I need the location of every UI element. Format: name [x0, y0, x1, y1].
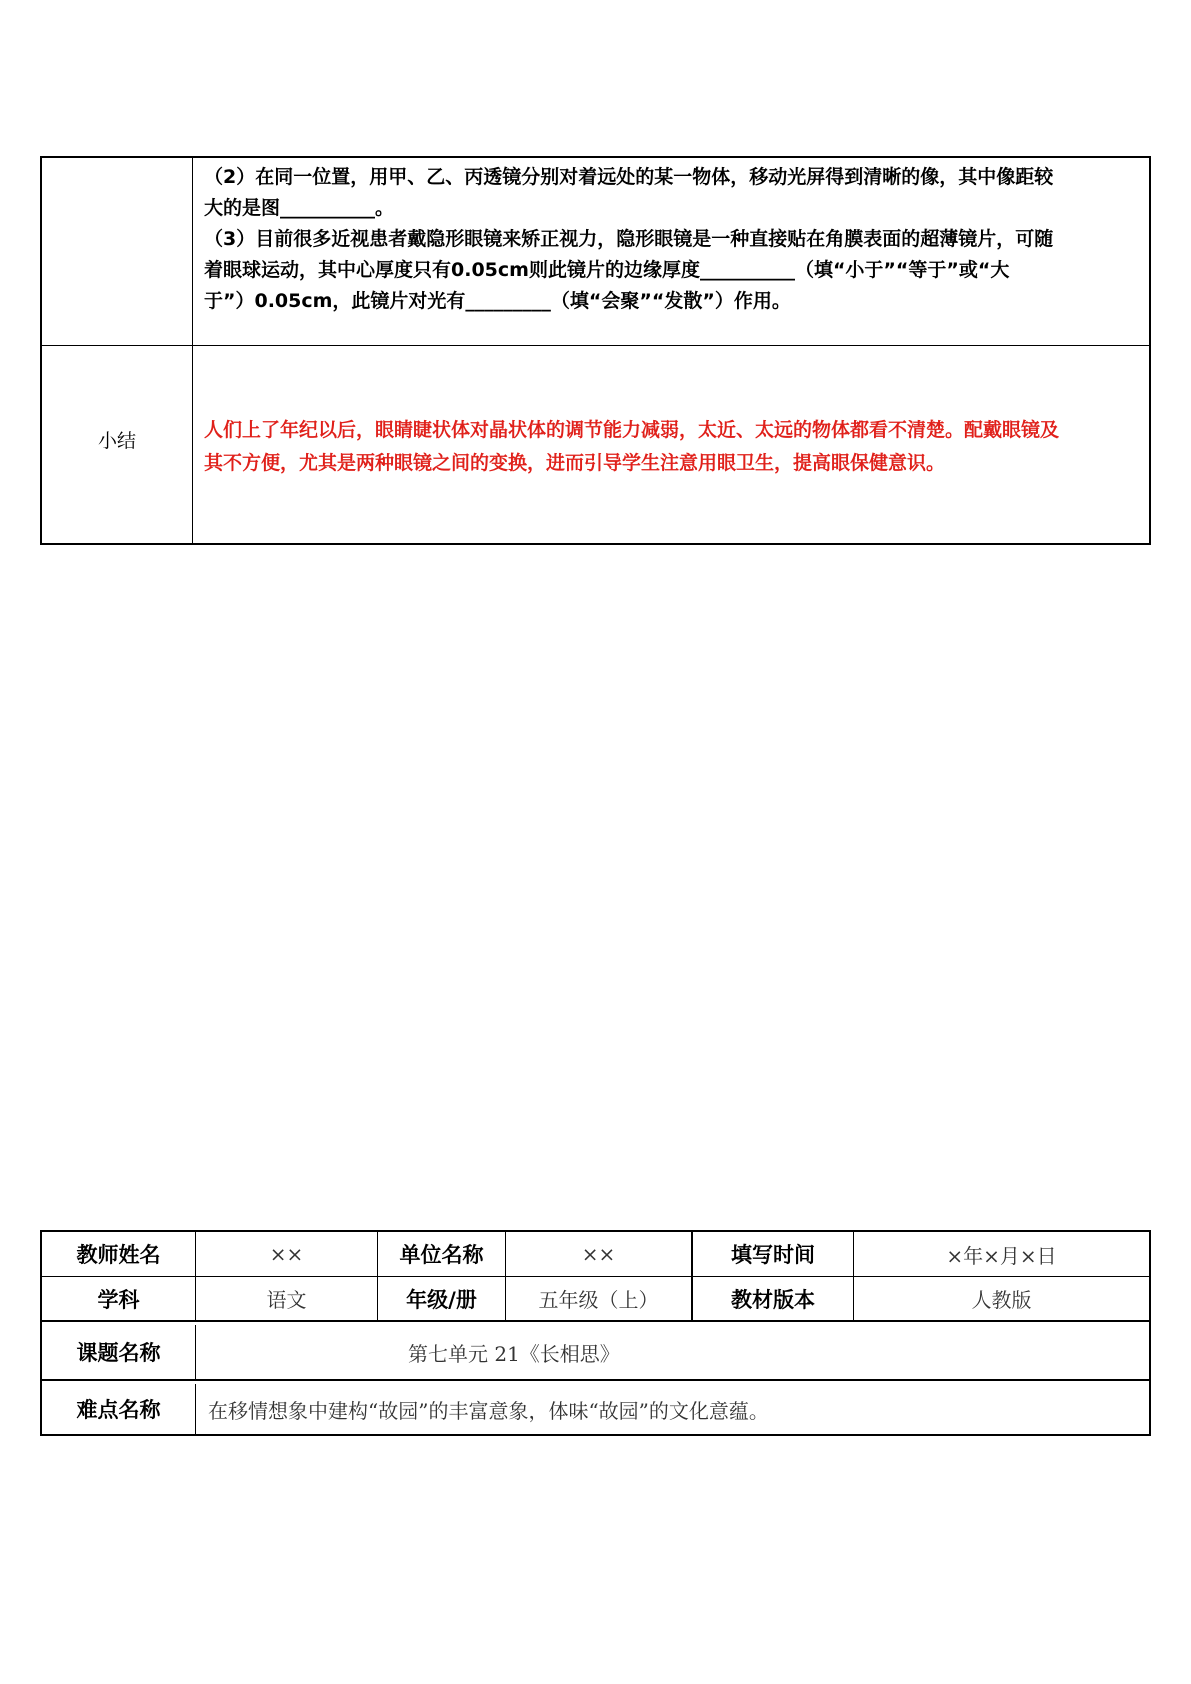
- lesson-info-table: [40, 1230, 1151, 1436]
- grade-label: 年级/册: [378, 1277, 506, 1320]
- info-row-topic: [42, 1325, 1149, 1381]
- column-divider: [192, 158, 193, 543]
- edition-value: 人教版: [971, 1288, 1032, 1312]
- difficulty-value: 在移情想象中建构“故园”的丰富意象，体味“故园”的文化意蕴。: [208, 1398, 769, 1423]
- summary-line-2: 其不方便，尤其是两种眼镜之间的变换，进而引导学生注意用眼卫生，提高眼保健意识。: [204, 452, 946, 474]
- info-row-subject: [42, 1277, 1149, 1322]
- date-value: ×年×月×日: [946, 1243, 1057, 1268]
- summary-label: 小结: [97, 430, 136, 452]
- subject-label: 学科: [42, 1277, 196, 1320]
- row-divider: [42, 345, 1149, 346]
- exercise-questions: [204, 162, 1144, 317]
- unit-value: ××: [506, 1232, 693, 1276]
- question-3-line-1: （3）目前很多近视患者戴隐形眼镜来矫正视力，隐形眼镜是一种直接贴在角膜表面的超薄镜片，可随: [204, 228, 1054, 250]
- unit-label: 单位名称: [378, 1232, 506, 1276]
- question-2-line-1: （2）在同一位置，用甲、乙、丙透镜分别对着远处的某一物体，移动光屏得到清晰的像，其中像距较: [204, 166, 1054, 188]
- difficulty-label: 难点名称: [42, 1384, 196, 1434]
- edition-label: 教材版本: [693, 1277, 854, 1320]
- topic-value: 第七单元 21《长相思》: [408, 1341, 620, 1366]
- teacher-label: 教师姓名: [42, 1232, 196, 1276]
- summary-line-1: 人们上了年纪以后，眼睛睫状体对晶状体的调节能力减弱，太近、太远的物体都看不清楚。配戴眼镜及: [204, 419, 1060, 441]
- grade-value: 五年级（上）: [506, 1277, 693, 1320]
- question-3-line-2: 着眼球运动，其中心厚度只有0.05cm则此镜片的边缘厚度__________（填“小于”“等于”或“大: [204, 259, 1010, 281]
- info-row-teacher: [42, 1232, 1149, 1277]
- date-label: 填写时间: [693, 1232, 854, 1276]
- question-2-line-2: 大的是图__________。: [204, 197, 395, 219]
- question-3-line-3: 于”）0.05cm，此镜片对光有_________（填“会聚”“发散”）作用。: [204, 290, 791, 312]
- summary-text: [204, 414, 1144, 480]
- subject-value: 语文: [196, 1277, 378, 1320]
- lesson-exercise-table: [40, 156, 1151, 545]
- topic-label: 课题名称: [42, 1325, 196, 1379]
- info-row-difficulty: [42, 1384, 1149, 1434]
- teacher-value: ××: [196, 1232, 378, 1276]
